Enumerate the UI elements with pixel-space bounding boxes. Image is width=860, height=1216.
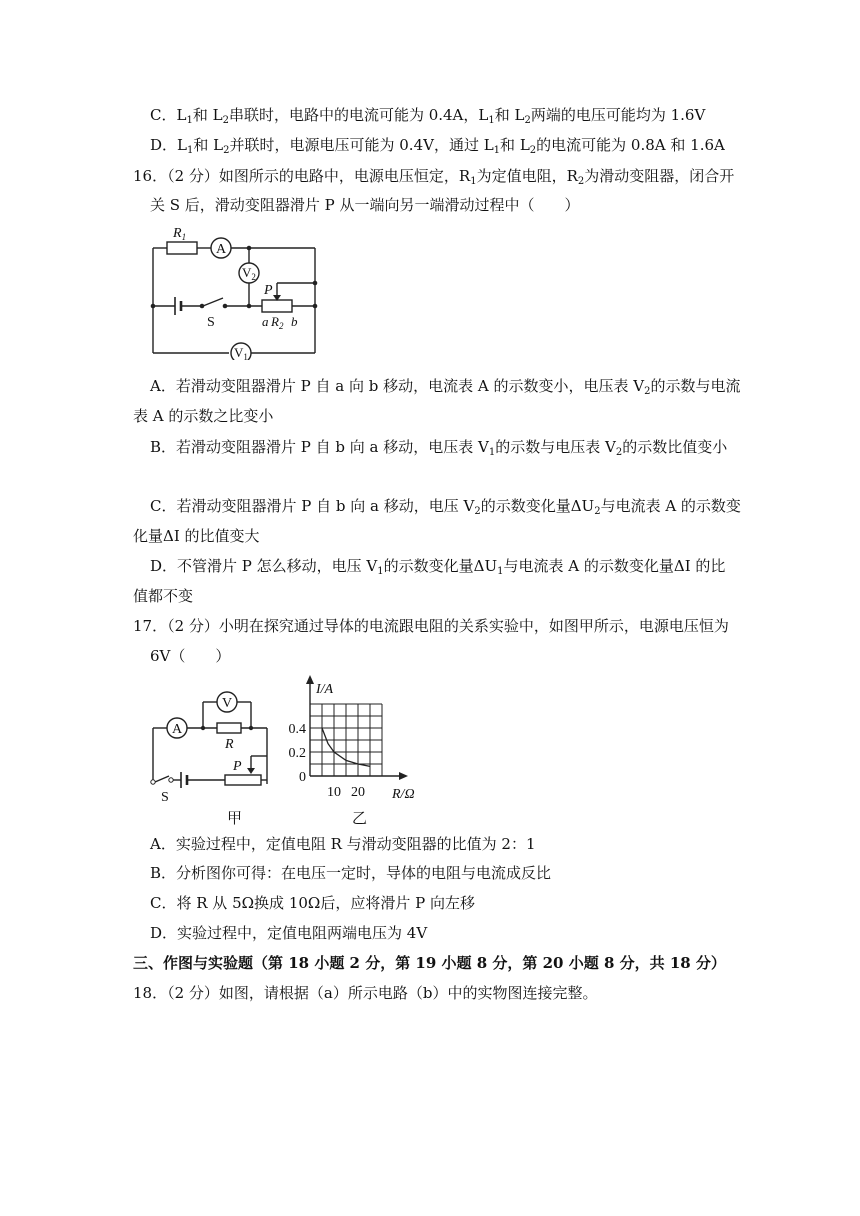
svg-text:A: A	[172, 722, 183, 737]
svg-text:b: b	[291, 314, 298, 329]
rheostat	[225, 775, 261, 785]
svg-text:P: P	[264, 283, 273, 298]
x-axis-arrow	[399, 772, 408, 780]
q16-option-a-line1: A．若滑动变阻器滑片 P 自 a 向 b 移动，电流表 A 的示数变小，电压表 $V_2$的示数与电流	[150, 377, 741, 397]
svg-text:R: R	[225, 737, 234, 752]
svg-text:S: S	[161, 790, 169, 805]
svg-text:a: a	[262, 314, 269, 329]
q17-stem-line1: 17．（2 分）小明在探究通过导体的电流跟电阻的关系实验中，如图甲所示，电源电压恒为	[133, 617, 729, 635]
i-r-chart	[280, 672, 440, 828]
section-3-heading: 三、作图与实验题（第 18 小题 2 分，第 19 小题 8 分，第 20 小题 8 分，共 18 分）	[133, 954, 726, 972]
q16-circuit-diagram	[145, 225, 325, 360]
y-tick-label: 0	[299, 770, 306, 785]
caption-jia: 甲	[227, 811, 243, 825]
q18-stem: 18．（2 分）如图，请根据（a）所示电路（b）中的实物图连接完整。	[133, 984, 598, 1002]
svg-text:R2: $R_2$	[271, 314, 284, 331]
q16-stem-line2: 关 S 后，滑动变阻器滑片 P 从一端向另一端滑动过程中（ ）	[150, 196, 580, 214]
svg-text:S: S	[207, 315, 215, 330]
y-tick-label: 0.4	[288, 722, 306, 737]
slider-p-arrow	[247, 768, 255, 774]
q16-option-c-line1: C．若滑动变阻器滑片 P 自 b 向 a 移动，电压 $V_2$的示数变化量$\Delta U_2$与电流表 A 的示数变	[150, 497, 741, 517]
q17-option-d: D．实验过程中，定值电阻两端电压为 4V	[150, 924, 428, 942]
q15-option-d: D．$L_1$和 $L_2$并联时，电源电压可能为 0.4V，通过 $L_1$和 $L_2$的电流可能为 0.8A 和 1.6A	[150, 136, 725, 156]
q17-circuit-diagram	[145, 680, 275, 825]
q16-option-b: B．若滑动变阻器滑片 P 自 b 向 a 移动，电压表 $V_1$的示数与电压表 $V_2$的示数比值变小	[150, 438, 728, 458]
svg-text:V: V	[222, 696, 233, 711]
svg-text:R1: $R_1$	[173, 226, 187, 242]
x-tick-label: 10	[327, 785, 341, 800]
q17-stem-line2: 6V（ ）	[150, 647, 231, 665]
resistor-r	[217, 723, 241, 733]
q17-option-c: C．将 R 从 5Ω换成 10Ω后，应将滑片 P 向左移	[150, 894, 475, 912]
r2-rheostat	[262, 300, 292, 312]
y-axis-label: I/A	[316, 682, 334, 697]
q16-option-d-line2: 值都不变	[133, 587, 194, 605]
svg-text:A: A	[216, 242, 227, 257]
q16-stem-line1: 16．（2 分）如图所示的电路中，电源电压恒定，$R_1$为定值电阻，$R_2$为滑动变阻器，闭合开	[133, 167, 735, 187]
svg-text:V2: $V_2$	[242, 265, 256, 282]
caption-yi: 乙	[352, 811, 368, 827]
y-tick-label: 0.2	[288, 746, 306, 761]
q15-option-c: C．$L_1$和 $L_2$串联时，电路中的电流可能为 0.4A，$L_1$和 $L_2$两端的电压可能均为 1.6V	[150, 106, 706, 126]
svg-text:V1: $V_1$	[234, 345, 248, 360]
r1-resistor	[167, 242, 197, 254]
q17-option-b: B．分析图你可得：在电压一定时，导体的电阻与电流成反比	[150, 864, 552, 882]
q16-option-a-line2: 表 A 的示数之比变小	[133, 407, 274, 425]
q16-option-c-line2: 化量ΔI 的比值变大	[133, 527, 260, 545]
q16-option-d-line1: D．不管滑片 P 怎么移动，电压 $V_1$的示数变化量$\Delta U_1$与电流表 A 的示数变化量ΔI 的比	[150, 557, 726, 577]
svg-text:P: P	[233, 759, 242, 774]
q17-option-a: A．实验过程中，定值电阻 R 与滑动变阻器的比值为 2：1	[150, 835, 536, 853]
y-axis-arrow	[306, 675, 314, 684]
x-axis-label: R/Ω	[392, 787, 415, 802]
x-tick-label: 20	[351, 785, 365, 800]
